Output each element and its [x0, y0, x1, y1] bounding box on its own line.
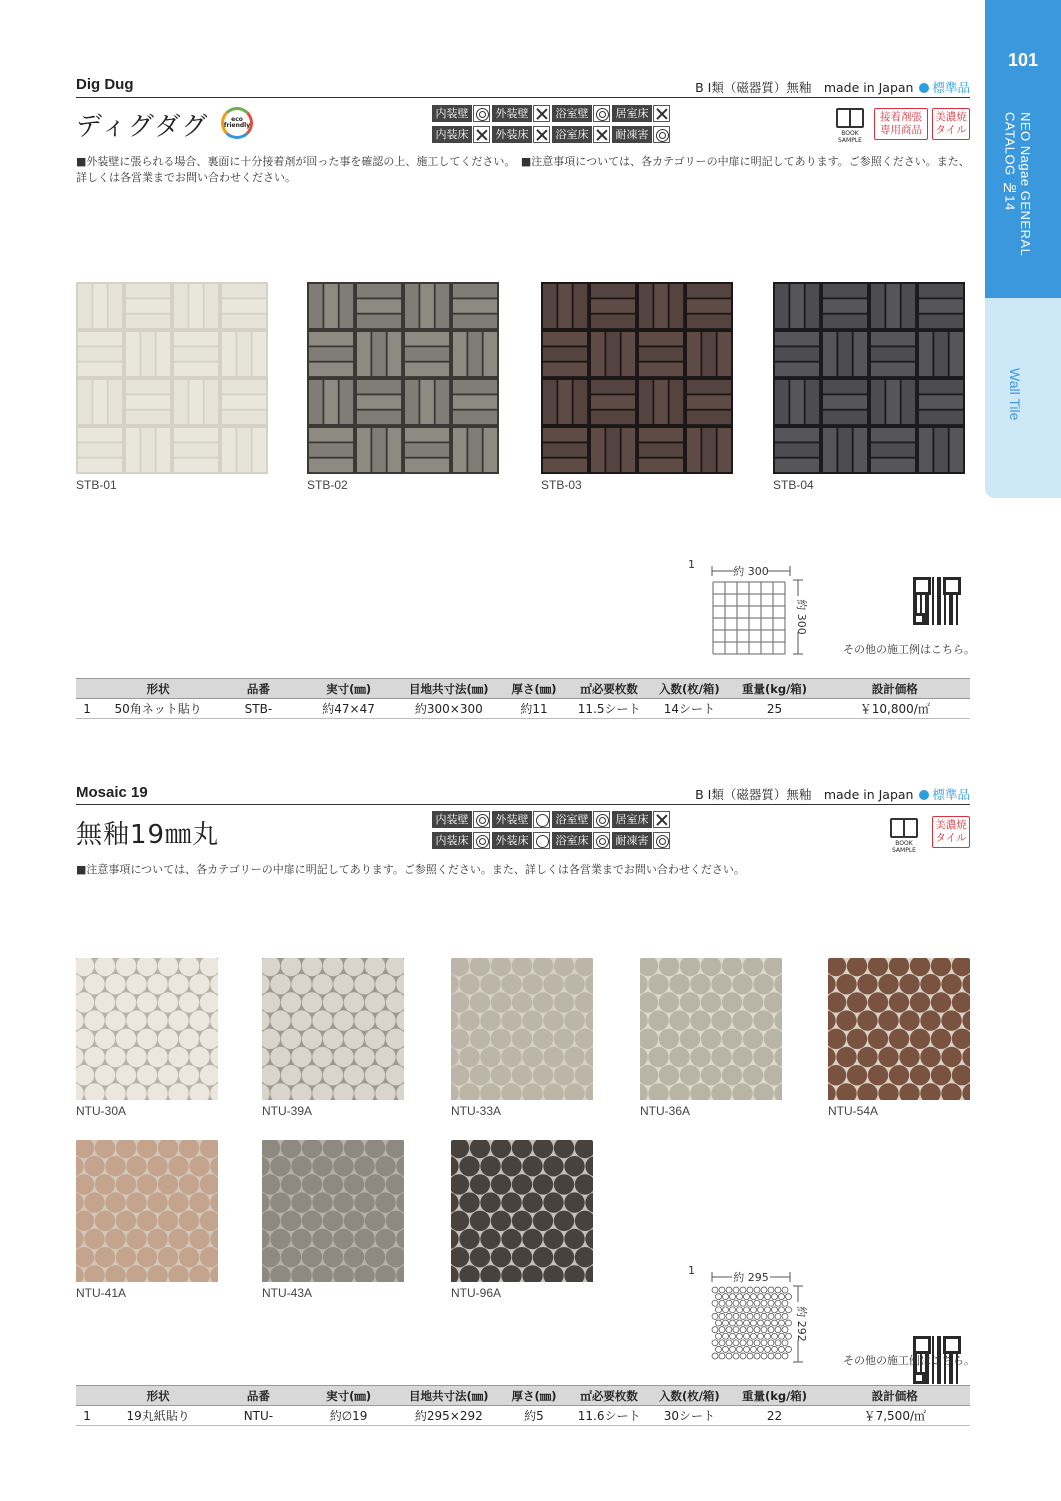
section-note: ■外装壁に張られる場合、裏面に十分接着剤が回った事を確認の上、施工してください。 ■注意事項については、各カテゴリーの中扉に明記してあります。ご参照ください。また、詳しくは各営業までお問い合わせください。 [76, 155, 970, 184]
single-circle-icon [533, 811, 550, 828]
usage-label: 内装床 [432, 832, 472, 849]
tile-swatch[interactable] [262, 1140, 404, 1282]
table-header: 形状 [98, 679, 218, 699]
standard-dot-icon [919, 790, 929, 800]
book-sample [890, 818, 924, 854]
section-rule [76, 804, 970, 805]
single-circle-icon [533, 832, 550, 849]
table-header: 設計価格 [820, 679, 970, 699]
tile-swatch[interactable] [76, 1140, 218, 1282]
double-circle-icon [653, 832, 670, 849]
usage-item [432, 104, 492, 123]
table-cell: 約11 [499, 699, 569, 719]
table-cell: 約5 [499, 1406, 569, 1426]
double-circle-icon [593, 832, 610, 849]
table-header: 設計価格 [820, 1386, 970, 1406]
tile-code: NTU-96A [451, 1286, 502, 1300]
penny-round-pattern [262, 1140, 404, 1282]
usage-label: 居室床 [612, 105, 652, 122]
tile-code: NTU-43A [262, 1286, 313, 1300]
table-cell: 11.6シート [569, 1406, 649, 1426]
table-header [76, 1386, 98, 1406]
table-row [76, 1406, 970, 1426]
page-number-tab [985, 0, 1061, 298]
tile-code: NTU-39A [262, 1104, 313, 1118]
table-header: 目地共寸法(㎜) [399, 679, 499, 699]
penny-round-pattern [262, 958, 404, 1100]
section-note: ■注意事項については、各カテゴリーの中扉に明記してあります。ご参照ください。また、詳しくは各営業までお問い合わせください。 [76, 863, 745, 876]
tile-code: STB-03 [541, 478, 582, 492]
table-header: 厚さ(㎜) [499, 679, 569, 699]
basket-weave-pattern [307, 282, 499, 474]
table-row [76, 699, 970, 719]
usage-label: 耐凍害 [612, 832, 652, 849]
table-header: 入数(枚/箱) [649, 679, 729, 699]
double-circle-icon [653, 126, 670, 143]
tile-swatch[interactable] [828, 958, 970, 1100]
usage-label: 居室床 [612, 811, 652, 828]
table-header: ㎡必要枚数 [569, 679, 649, 699]
table-cell: STB- [218, 699, 298, 719]
qr-caption: その他の施工例はこちら。 [843, 1354, 975, 1367]
tile-code: NTU-30A [76, 1104, 127, 1118]
section-en-title: Dig Dug [76, 76, 134, 93]
usage-label: 内装壁 [432, 811, 472, 828]
tile-swatch[interactable] [451, 958, 593, 1100]
diagram-width-label: 約 300 [733, 565, 769, 578]
double-circle-icon [473, 832, 490, 849]
double-circle-icon [473, 105, 490, 122]
penny-round-pattern [76, 1140, 218, 1282]
cross-icon [473, 126, 490, 143]
usage-item [612, 831, 672, 850]
usage-item [552, 831, 612, 850]
table-header: 実寸(㎜) [298, 1386, 398, 1406]
category-tab-label: Wall Tile [1007, 368, 1023, 421]
usage-item [492, 104, 552, 123]
table-header [76, 679, 98, 699]
usage-item [492, 810, 552, 829]
tile-code: STB-01 [76, 478, 117, 492]
qr-caption: その他の施工例はこちら。 [843, 643, 975, 656]
usage-label: 耐凍害 [612, 126, 652, 143]
table-header: 厚さ(㎜) [499, 1386, 569, 1406]
usage-item [552, 810, 612, 829]
usage-label: 浴室床 [552, 832, 592, 849]
material-grade: B Ⅰ類（磁器質）無釉 made in Japan 標準品 [695, 787, 970, 802]
cross-icon [653, 811, 670, 828]
usage-label: 浴室壁 [552, 811, 592, 828]
diagram-height-label: 約 300 [795, 599, 808, 635]
page-number: 101 [1007, 50, 1039, 70]
penny-round-pattern [451, 1140, 593, 1282]
cross-icon [533, 105, 550, 122]
book-sample-label: BOOK SAMPLE [838, 130, 862, 144]
usage-item [492, 125, 552, 144]
usage-label: 外装壁 [492, 811, 532, 828]
usage-label: 浴室床 [552, 126, 592, 143]
table-cell: 25 [729, 699, 819, 719]
usage-label: 外装床 [492, 126, 532, 143]
mino-ware-badge: 美濃焼 タイル [932, 108, 970, 140]
spec-table [76, 1385, 970, 1426]
double-circle-icon [473, 811, 490, 828]
category-tab-wall-tile[interactable] [985, 298, 1061, 498]
tile-code: NTU-54A [828, 1104, 879, 1118]
book-icon [836, 108, 864, 128]
diagram-index: 1 [688, 1264, 695, 1277]
basket-weave-pattern [541, 282, 733, 474]
table-cell: 14シート [649, 699, 729, 719]
section-en-title: Mosaic 19 [76, 784, 148, 801]
usage-legend [432, 810, 672, 850]
table-header: 目地共寸法(㎜) [399, 1386, 499, 1406]
table-cell: 22 [729, 1406, 819, 1426]
book-sample [836, 108, 870, 144]
section-jp-title: 無釉19㎜丸 [76, 820, 220, 850]
table-header: 重量(kg/箱) [729, 1386, 819, 1406]
tile-swatch[interactable] [451, 1140, 593, 1282]
double-circle-icon [593, 811, 610, 828]
sheet-dimension-diagram [706, 1268, 816, 1368]
usage-legend [432, 104, 672, 144]
section-rule [76, 97, 970, 98]
standard-dot-icon [919, 83, 929, 93]
book-icon [890, 818, 918, 838]
penny-round-pattern [451, 958, 593, 1100]
tile-code: STB-04 [773, 478, 814, 492]
cross-icon [593, 126, 610, 143]
usage-label: 外装壁 [492, 105, 532, 122]
diagram-index: 1 [688, 558, 695, 571]
material-grade: B Ⅰ類（磁器質）無釉 made in Japan 標準品 [695, 80, 970, 95]
table-cell: 30シート [649, 1406, 729, 1426]
table-header: 入数(枚/箱) [649, 1386, 729, 1406]
usage-item [492, 831, 552, 850]
table-cell: NTU- [218, 1406, 298, 1426]
standard-label: 標準品 [932, 80, 970, 95]
mino-ware-badge: 美濃焼 タイル [932, 816, 970, 848]
tile-code: NTU-33A [451, 1104, 502, 1118]
usage-item [432, 831, 492, 850]
tile-swatch[interactable] [307, 282, 499, 474]
table-cell: 約47×47 [298, 699, 398, 719]
penny-round-pattern [76, 958, 218, 1100]
tile-swatch[interactable] [773, 282, 965, 474]
tile-swatch[interactable] [76, 282, 268, 474]
table-cell: 1 [76, 1406, 98, 1426]
double-circle-icon [593, 105, 610, 122]
usage-item [612, 104, 672, 123]
table-cell: 50角ネット貼り [98, 699, 218, 719]
basket-weave-pattern [76, 282, 268, 474]
table-cell: 19丸紙貼り [98, 1406, 218, 1426]
catalog-title: NEO Nagae GENERAL CATALOG №14 [1002, 112, 1033, 256]
section-jp-title: ディグダグ [76, 112, 209, 142]
table-cell: 約∅19 [298, 1406, 398, 1426]
penny-round-pattern [828, 958, 970, 1100]
qr-code-icon[interactable] [913, 577, 961, 625]
eco-friendly-icon: eco friendly [221, 107, 253, 139]
table-header: 重量(kg/箱) [729, 679, 819, 699]
usage-label: 外装床 [492, 832, 532, 849]
table-cell: ￥10,800/㎡ [820, 699, 970, 719]
table-cell: 約295×292 [399, 1406, 499, 1426]
book-sample-label: BOOK SAMPLE [892, 840, 916, 854]
adhesive-only-badge: 接着剤張 専用商品 [874, 108, 928, 140]
table-header: 実寸(㎜) [298, 679, 398, 699]
diagram-width-label: 約 295 [733, 1271, 769, 1284]
usage-item [612, 810, 672, 829]
tile-code: STB-02 [307, 478, 348, 492]
table-cell: 11.5シート [569, 699, 649, 719]
tile-code: NTU-41A [76, 1286, 127, 1300]
cross-icon [653, 105, 670, 122]
table-cell: 約300×300 [399, 699, 499, 719]
usage-item [612, 125, 672, 144]
sheet-dimension-diagram [706, 562, 816, 662]
usage-label: 浴室壁 [552, 105, 592, 122]
basket-weave-pattern [773, 282, 965, 474]
usage-item [432, 125, 492, 144]
penny-round-pattern [640, 958, 782, 1100]
table-header: 形状 [98, 1386, 218, 1406]
tile-swatch[interactable] [76, 958, 218, 1100]
table-header: ㎡必要枚数 [569, 1386, 649, 1406]
standard-label: 標準品 [932, 787, 970, 802]
table-cell: ￥7,500/㎡ [820, 1406, 970, 1426]
usage-item [552, 125, 612, 144]
tile-swatch[interactable] [262, 958, 404, 1100]
usage-item [552, 104, 612, 123]
usage-label: 内装床 [432, 126, 472, 143]
tile-code: NTU-36A [640, 1104, 691, 1118]
usage-item [432, 810, 492, 829]
table-header: 品番 [218, 679, 298, 699]
spec-table [76, 678, 970, 719]
tile-swatch[interactable] [541, 282, 733, 474]
usage-label: 内装壁 [432, 105, 472, 122]
tile-swatch[interactable] [640, 958, 782, 1100]
diagram-height-label: 約 292 [795, 1306, 808, 1342]
cross-icon [533, 126, 550, 143]
table-header: 品番 [218, 1386, 298, 1406]
table-cell: 1 [76, 699, 98, 719]
